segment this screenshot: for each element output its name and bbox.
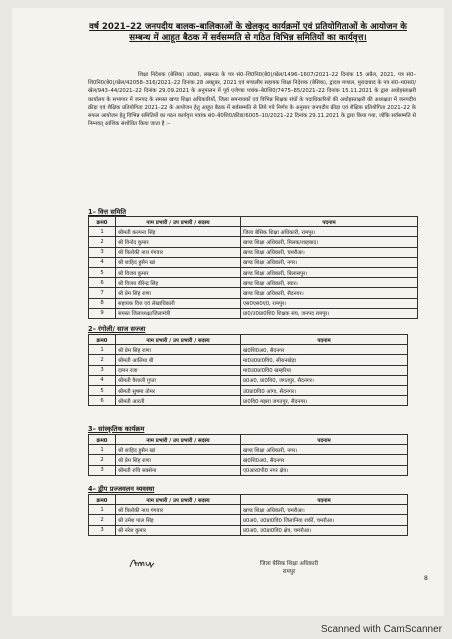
serial-cell: 2: [89, 237, 116, 247]
serial-cell: 2: [89, 515, 116, 525]
header-name: नाम प्रभारी / उप प्रभारी / सदस्य: [116, 495, 241, 505]
serial-cell: 4: [89, 257, 116, 267]
serial-cell: 6: [89, 278, 116, 288]
table-header-row: [89, 335, 408, 345]
table-row: [89, 445, 408, 455]
name-cell: श्री त्रिलोकी नाथ गंगवार: [116, 505, 241, 515]
serial-cell: 3: [89, 247, 116, 257]
table-row: [89, 465, 408, 475]
name-cell: श्रीमती सुषमा तोमर: [116, 385, 241, 395]
designation-cell: एस0एस0ए0, रामपुर।: [241, 298, 418, 308]
table-row: [89, 308, 418, 318]
designation-cell: खण्ड शिक्षा अधिकारी, नगर।: [241, 445, 408, 455]
designation-cell: खं0शि0अ0, सैदनगर: [241, 345, 408, 355]
name-cell: श्री विजय वीरेन्द्र सिंह: [116, 278, 241, 288]
decoration-rows: [89, 345, 408, 406]
table-header-row: [89, 495, 408, 505]
section-heading-cultural: 3– सांस्कृतिक कार्यक्रम: [88, 425, 145, 433]
table-row: [89, 257, 418, 267]
designation-cell: जिला बेसिक शिक्षा अधिकारी, रामपुर।: [241, 227, 418, 237]
document-title: वर्ष 2021–22 जनपदीय बालक–बालिकाओं के खेलकूद कार्यक्रमों एवं प्रतियोगिताओं के आयोजन के सम्बन्ध में आहूत बैठक में सर्वसम्मति से गठित विभिन्न समितियों का कार्यवृत्त।: [89, 22, 407, 43]
table-row: [89, 515, 408, 525]
table-row: [89, 247, 418, 257]
official-stamp: [244, 560, 334, 576]
header-name: नाम प्रभारी / उप प्रभारी / सदस्य: [116, 217, 241, 227]
header-designation: पदनाम: [241, 217, 418, 227]
designation-cell: खण्ड शिक्षा अधिकारी, मिलक/शाहबाद।: [241, 237, 418, 247]
designation-cell: प्र0अ0, प्रा0वि0, जगतपुर, सैदनगर।: [241, 375, 408, 385]
name-cell: श्रीमती कल्पना सिंह: [116, 227, 241, 237]
table-row: [89, 288, 418, 298]
decoration-committee-table: [88, 334, 408, 406]
name-cell: श्री विजय कुमार: [116, 267, 241, 277]
table-row: [89, 505, 408, 515]
table-row: [89, 267, 418, 277]
name-cell: श्रीमती आरती: [116, 396, 241, 406]
name-cell: श्री उमेश पाल सिंह: [116, 515, 241, 525]
name-cell: दामन रजा: [116, 365, 241, 375]
section-heading-finance: 1– वित्त समिति: [88, 208, 126, 216]
designation-cell: प्र0अ0, उ0प्रा0वि0 जिलानिया शर्की, चमरौआ।: [241, 515, 408, 525]
table-row: [89, 525, 408, 535]
serial-cell: 1: [89, 445, 116, 455]
name-cell: श्री प्रेम सिंह राणा: [116, 345, 241, 355]
serial-cell: 1: [89, 345, 116, 355]
header-designation: पदनाम: [241, 495, 408, 505]
designation-cell: खं0शि0अ0, सैदनगर: [241, 455, 408, 465]
table-row: [89, 385, 408, 395]
name-cell: श्री शाहिद हुसैन खां: [116, 445, 241, 455]
serial-cell: 2: [89, 355, 116, 365]
header-serial: क्रम0: [89, 335, 116, 345]
table-header-row: [89, 217, 418, 227]
table-row: [89, 237, 418, 247]
designation-cell: ए0आर0पी0 नगर क्षेत्र।: [241, 465, 408, 475]
name-cell: श्री त्रिलोकी नाथ गंगवार: [116, 247, 241, 257]
document-page: [12, 8, 444, 616]
name-cell: श्री विनोद कुमार: [116, 237, 241, 247]
cultural-rows: [89, 445, 408, 476]
table-row: [89, 455, 408, 465]
designation-cell: प्रा0वि0 मझरा जगतपुर, सैदनगर।: [241, 396, 408, 406]
serial-cell: 3: [89, 465, 116, 475]
serial-cell: 3: [89, 525, 116, 535]
name-cell: श्रीमती वैशाली गुप्ता: [116, 375, 241, 385]
finance-rows: [89, 227, 418, 319]
table-row: [89, 298, 418, 308]
table-header-row: [89, 435, 408, 445]
serial-cell: 8: [89, 298, 116, 308]
header-designation: पदनाम: [241, 435, 408, 445]
table-row: [89, 375, 408, 385]
name-cell: श्री प्रेम सिंह राणा: [116, 288, 241, 298]
name-cell: श्री शाहिद हुसैन खां: [116, 257, 241, 267]
serial-cell: 5: [89, 267, 116, 277]
intro-paragraph: शिक्षा निदेशक (बेसिक) उ0प्र0, लखनऊ के पत्र सं0–शि0नि0(बे0)/खेल/1496–1607/2021–22 दिनांक 15 अप्रैल, 2021, पत्र सं0–शि0नि0(बे0)/खेल/42058–316/2021–22 दिनांक 28 अक्टूबर, 2021 एवं मण्डलीय सहायक शिक्षा निदेशक (बेसिक), द्वादश मण्डल, मुरादाबाद के पत्र सं0–म0स0/खेल/943–44/2021–22 दिनांक 29.09.2021 के अनुपालन में पूर्व एजेण्डा पत्रांक–बे0शि0/7475–85/2021–22 दिनांक 15.11.2021 के द्वारा अधोहस्ताक्षरी कार्यालय के सभागार में जनपद के समस्त खण्ड शिक्षा अधिकारियों, जिला समन्वयकों एवं विभिन्न शिक्षक संघों के पदाधिकारियों की अधोहस्ताक्षरी की अध्यक्षता में जनपदीय क्रीड़ा एवं शैक्षिक प्रतियोगिता 2021–22 के आयोजन हेतु आहूत बैठक में सर्वसम्मति से लिये गये निर्णय के अनुसार जनपदीय क्रीड़ा एवं शैक्षिक प्रतियोगिता 2021–22 के सफल आयोजन हेतु विभिन्न समितियों का गठन कार्यवृत्त पत्रांक सं0–बे0शि0/क्रीडा/6005–10/2021–22 दिनांक 29.11.2021 के द्वारा किया गया, जोकि सर्वसम्मति से निम्नवत् आंशिक संशोधित किया जाता है :–: [88, 72, 416, 128]
page-number: 8: [424, 575, 428, 582]
designation-cell: खण्ड शिक्षा अधिकारी, बिलासपुर।: [241, 267, 418, 277]
stamp-line-2: रामपुर: [282, 569, 296, 575]
table-row: [89, 365, 408, 375]
serial-cell: 4: [89, 375, 116, 385]
name-cell: समस्त जिलाध्यक्ष/जिलामंत्री: [116, 308, 241, 318]
signature: [129, 556, 155, 570]
serial-cell: 7: [89, 288, 116, 298]
table-row: [89, 396, 408, 406]
table-row: [89, 345, 408, 355]
stamp-line-1: जिला बेसिक शिक्षा अधिकारी: [259, 561, 319, 567]
scanner-watermark: Scanned with CamScanner: [320, 624, 442, 635]
designation-cell: खण्ड शिक्षा अधिकारी, चमरौआ।: [241, 505, 408, 515]
serial-cell: 5: [89, 385, 116, 395]
table-row: [89, 227, 418, 237]
designation-cell: उ0प्रा0वि0 आंगा, सैदनगर।: [241, 385, 408, 395]
section-heading-lamp-lighting: 4– द्वीप प्रज्जवलन व्यवस्था: [88, 485, 155, 493]
designation-cell: खण्ड शिक्षा अधिकारी, नगर।: [241, 257, 418, 267]
designation-cell: प्र0अ0, उ0प्रा0वि0 क्षेत्र, चमरौआ।: [241, 525, 408, 535]
name-cell: सहायक वित्त एवं लेखाधिकारी: [116, 298, 241, 308]
header-serial: क्रम0: [89, 217, 116, 227]
table-row: [89, 278, 418, 288]
lamp-lighting-committee-table: [88, 494, 408, 536]
name-cell: श्रीमती रुचि सक्सेना: [116, 465, 241, 475]
header-designation: पदनाम: [241, 335, 408, 345]
designation-cell: मा0उ0प्रा0वि0, सीरानखेड़ा: [241, 355, 408, 365]
name-cell: श्रीमती आलिया बी: [116, 355, 241, 365]
header-serial: क्रम0: [89, 435, 116, 445]
designation-cell: खण्ड शिक्षा अधिकारी, स्वार।: [241, 278, 418, 288]
header-serial: क्रम0: [89, 495, 116, 505]
header-name: नाम प्रभारी / उप प्रभारी / सदस्य: [116, 435, 241, 445]
serial-cell: 3: [89, 365, 116, 375]
designation-cell: मा0उ0प्रा0वि0 खम्हरिया: [241, 365, 408, 375]
finance-committee-table: [88, 216, 418, 319]
name-cell: श्री नरेश कुमार: [116, 525, 241, 535]
lamp-lighting-rows: [89, 505, 408, 536]
serial-cell: 6: [89, 396, 116, 406]
serial-cell: 1: [89, 227, 116, 237]
section-heading-decoration: 2– रंगोली/ साज सज्जा: [88, 325, 146, 333]
header-name: नाम प्रभारी / उप प्रभारी / सदस्य: [116, 335, 241, 345]
serial-cell: 2: [89, 455, 116, 465]
serial-cell: 9: [89, 308, 116, 318]
designation-cell: खण्ड शिक्षा अधिकारी, सैदनगर।: [241, 288, 418, 298]
designation-cell: खण्ड शिक्षा अधिकारी, चमरौआ।: [241, 247, 418, 257]
cultural-committee-table: [88, 434, 408, 476]
designation-cell: प्रा0/उ0प्रा0शि0 शिक्षक संघ, जनपद रामपुर।: [241, 308, 418, 318]
serial-cell: 1: [89, 505, 116, 515]
name-cell: श्री प्रेम सिंह राणा: [116, 455, 241, 465]
table-row: [89, 355, 408, 365]
